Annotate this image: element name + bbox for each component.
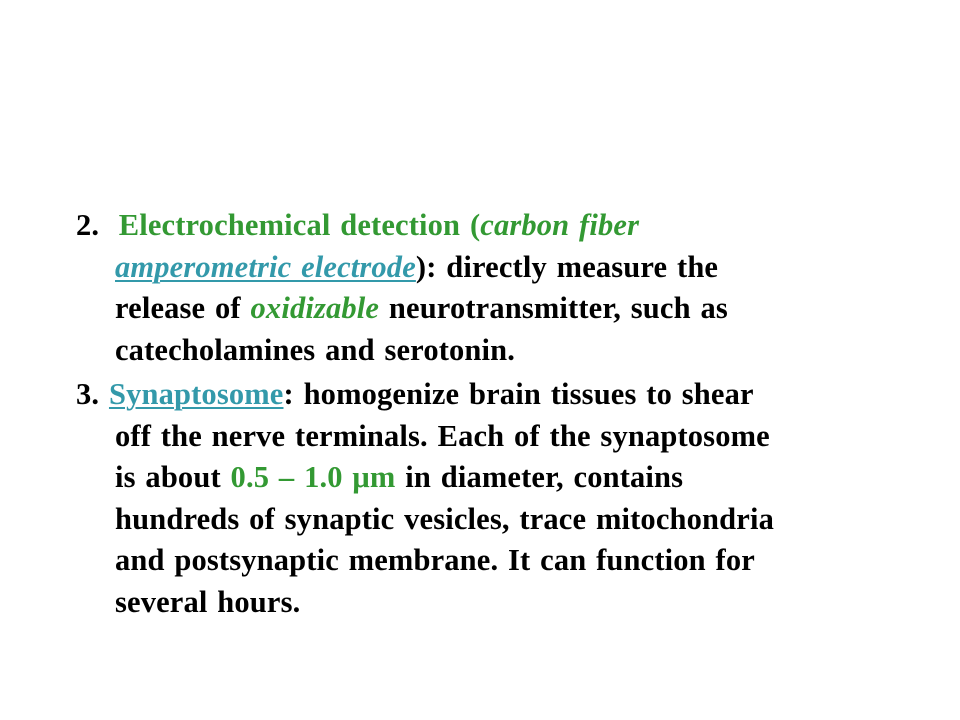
item1-line2 [76, 247, 896, 289]
synaptosome-link[interactable]: Synaptosome [108, 377, 284, 411]
item1-line3 [76, 288, 896, 330]
item2-line1 [76, 374, 896, 416]
item2-line4: hundreds of synaptic vesicles, trace mitochondria [115, 501, 774, 536]
item1-after-link: ): directly measure the [415, 249, 719, 284]
item2-line5: and postsynaptic membrane. It can function for [115, 543, 755, 577]
amperometric-electrode-link[interactable]: amperometric electrode [115, 249, 416, 284]
item1-carbon-fiber: carbon fiber [480, 208, 640, 242]
item2-line3-before: is about [115, 460, 221, 494]
item1-line3-before: release of [115, 291, 241, 325]
item1-line4: catecholamines and serotonin. [115, 332, 516, 367]
item2-after-link: : homogenize brain tissues to shear [283, 377, 754, 411]
item2-size-range: 0.5 – 1.0 μm [230, 460, 396, 494]
list-item-synaptosome [76, 374, 896, 623]
item2-line3 [76, 457, 896, 499]
item2-line2: off the nerve terminals. Each of the synaptosome [115, 418, 770, 453]
item1-line3-after: neurotransmitter, such as [388, 291, 728, 325]
item1-oxidizable: oxidizable [250, 291, 380, 325]
item1-paren-open: ( [469, 208, 481, 242]
item1-heading: Electrochemical detection [118, 208, 461, 242]
list-item-electrochemical-detection [76, 205, 896, 371]
item2-line3-after: in diameter, contains [405, 460, 684, 494]
item2-line6: several hours. [115, 584, 301, 619]
item1-number: 2. [76, 208, 100, 242]
item1-line1 [76, 205, 896, 247]
item2-number: 3. [76, 377, 100, 411]
